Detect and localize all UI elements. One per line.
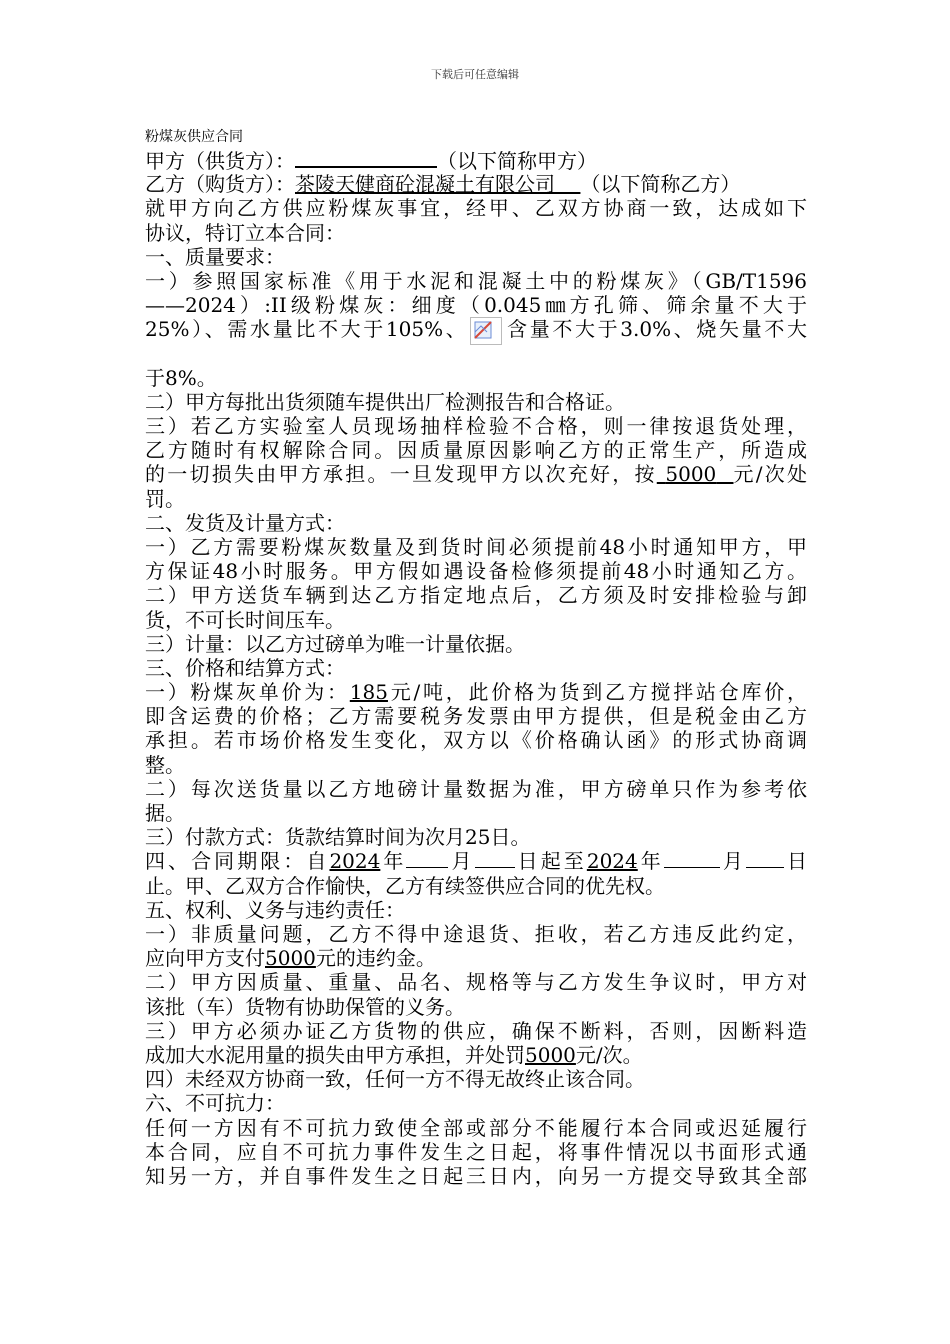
broken-image-icon — [470, 317, 502, 345]
party-b-line: 乙方（购货方）：茶陵天健商砼混凝土有限公司 （以下简称乙方） — [145, 172, 741, 197]
default-penalty: 5000 — [265, 946, 316, 971]
document-title: 粉煤灰供应合同 — [145, 129, 243, 145]
section-heading: 六、不可抗力： — [145, 1091, 285, 1116]
contract-period-line: 四、合同期限：自2024年 月 日起至2024年 月 日 — [145, 849, 808, 874]
section-heading: 二、发货及计量方式： — [145, 510, 345, 535]
section-heading: 一、质量要求： — [145, 244, 285, 269]
intro-line: 就甲方向乙方供应粉煤灰事宜，经甲、乙双方协商一致，达成如下 — [145, 196, 807, 221]
page-header: 下载后可任意编辑 — [431, 68, 519, 81]
shortage-penalty: 5000 — [525, 1043, 576, 1068]
section-heading: 五、权利、义务与违约责任： — [145, 897, 405, 922]
penalty-amount: 5000 — [665, 462, 717, 487]
party-a-line: 甲方（供货方）： （以下简称甲方） — [145, 149, 597, 173]
party-a-blank — [295, 148, 437, 168]
unit-price: 185 — [349, 680, 388, 705]
section-heading: 三、价格和结算方式： — [145, 655, 345, 680]
document-body: 甲方（供货方）： （以下简称甲方） 乙方（购货方）：茶陵天健商砼混凝土有限公司 （以下简称乙方） 就甲方向乙方供应粉煤灰事宜，经甲、乙双方协商一致，达成如下 协议，特订立本合同： 一、质量要求： 一）参照国家标准《用于水泥和混凝土中的粉煤灰》（GB/T1596 ——2024）:II级粉煤灰：细度（0.045㎜方孔筛、筛余量不大于 25%）、需水量比不大于105%、 含量不大于3.0%、烧矢量不大 于8%。 二）甲方每批出货须随车提供出厂检测报告和合格证。 三）若乙方实验室人员现场抽样检验不合格，则一律按退货处理， 乙方随时有权解除合同。因质量原因影响乙方的正常生产，所造成 的一切损失由甲方承担。一旦发现甲方以次充好，按 5000 元/次处 罚。 二、发货及计量方式： 一）乙方需要粉煤灰数量及到货时间必须提前48小时通知甲方，甲 方保证48小时服务。甲方假如遇设备检修须提前48小时通知乙方。 二）甲方送货车辆到达乙方指定地点后，乙方须及时安排检验与卸 货，不可长时间压车。 三）计量：以乙方过磅单为唯一计量依据。 三、价格和结算方式： 一）粉煤灰单价为：185元/吨，此价格为货到乙方搅拌站仓库价， 即含运费的价格；乙方需要税务发票由甲方提供，但是税金由乙方 承担。若市场价格发生变化，双方以《价格确认函》的形式协商调 整。 二）每次送货量以乙方地磅计量数据为准，甲方磅单只作为参考依 据。 三）付款方式：货款结算时间为次月25日。 四、合同期限：自2024年 月 日起至2024年 月 日 止。甲、乙双方合作愉快，乙方有续签供应合同的优先权。 五、权利、义务与违约责任： 一）非质量问题，乙方不得中途退货、拒收，若乙方违反此约定， 应向甲方支付5000元的违约金。 二）甲方因质量、重量、品名、规格等与乙方发生争议时，甲方对 该批（车）货物有协助保管的义务。 三）甲方必须办证乙方货物的供应，确保不断料，否则，因断料造 成加大水泥用量的损失由甲方承担，并处罚5000元/次。 四）未经双方协商一致，任何一方不得无故终止该合同。 六、不可抗力： 任何一方因有不可抗力致使全部或部分不能履行本合同或迟延履行 本合同，应自不可抗力事件发生之日起，将事件情况以书面形式通 知另一方，并自事件发生之日起三日内，向另一方提交导致其全部 — [145, 149, 808, 1188]
party-b-name: 茶陵天健商砼混凝土有限公司 — [295, 172, 555, 197]
